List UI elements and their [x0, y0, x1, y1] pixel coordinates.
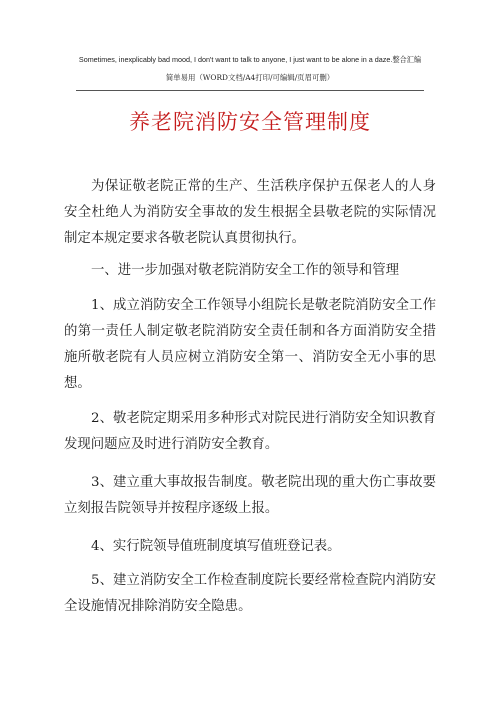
list-item-5: 5、建立消防安全工作检查制度院长要经常检查院内消防安全设施情况排除消防安全隐患。 [64, 573, 436, 614]
list-item-2: 2、敬老院定期采用多种形式对院民进行消防安全知识教育发现问题应及时进行消防安全教育。 [64, 411, 436, 452]
intro-paragraph: 为保证敬老院正常的生产、生活秩序保护五保老人的人身安全杜绝人为消防安全事故的发生根据全县敬老院的实际情况制定本规定要求各敬老院认真贯彻执行。 [64, 179, 436, 246]
section-heading-1: 一、进一步加强对敬老院消防安全工作的领导和管理 [91, 263, 399, 278]
document-title: 养老院消防安全管理制度 [129, 110, 371, 134]
list-item-4: 4、实行院领导值班制度填写值班登记表。 [91, 539, 341, 554]
list-item-1: 1、成立消防安全工作领导小组院长是敬老院消防安全工作的第一责任人制定敬老院消防安全责任制和各方面消防安全措施所敬老院有人员应树立消防安全第一、消防安全无小事的思想。 [64, 298, 436, 391]
list-item-3: 3、建立重大事故报告制度。敬老院出现的重大伤亡事故要立刻报告院领导并按程序逐级上报。 [64, 475, 436, 516]
header-note-line: 简单易用（WORD文档/A4打印/可编辑/页眉可删） [165, 73, 335, 82]
header-english-line: Sometimes, inexplicably bad mood, I don't want to talk to anyone, I just want to be alone in a daze.整合汇编 [78, 55, 422, 64]
header-divider [76, 90, 424, 91]
